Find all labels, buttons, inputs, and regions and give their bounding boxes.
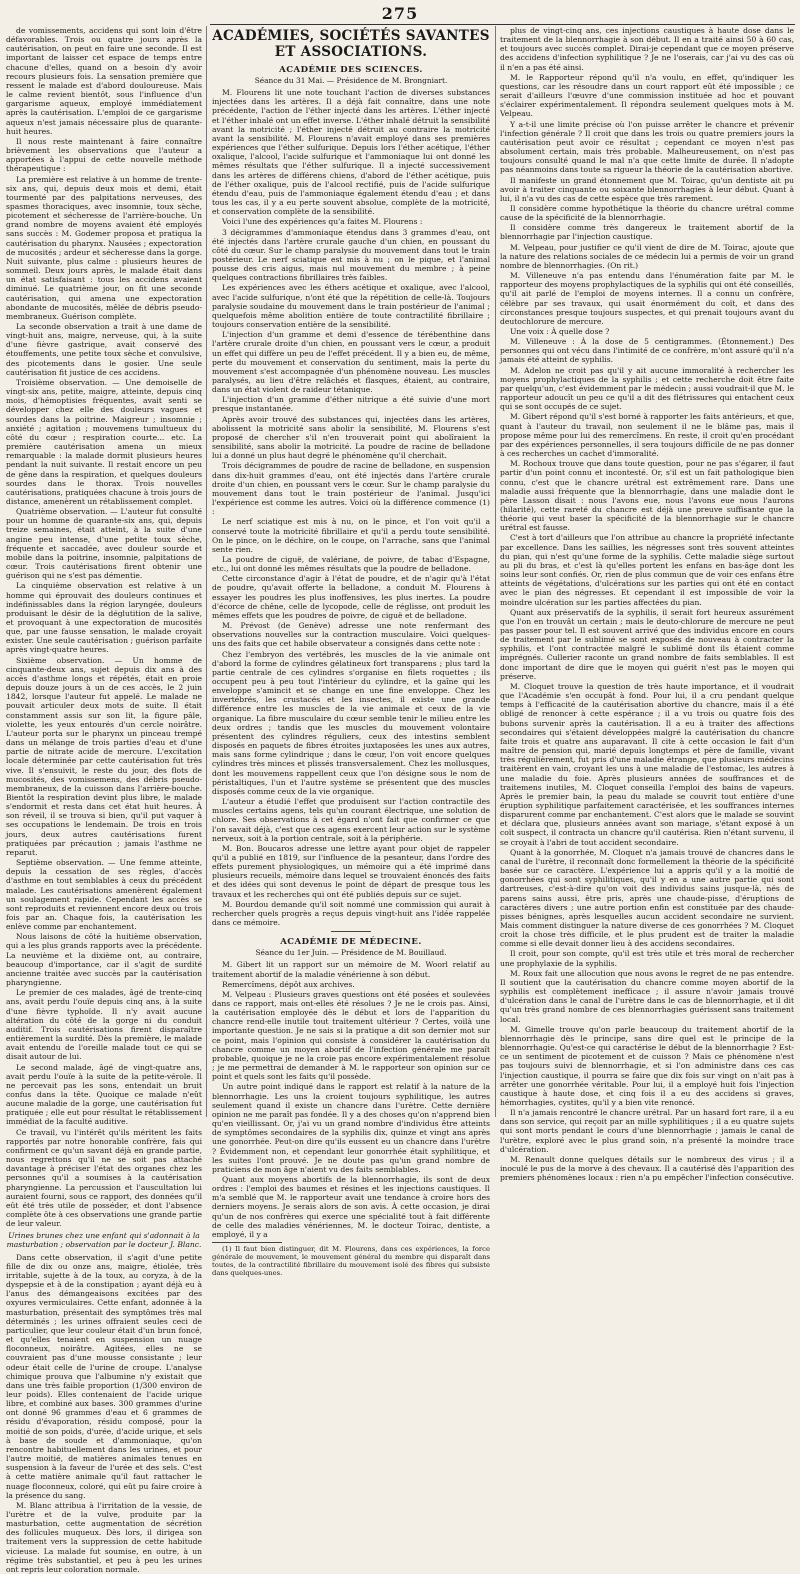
paragraph: La poudre de ciguë, de valériane, de poivre, de tabac d'Espagne, etc., lui ont donné les mêmes résultats que la poudre de belladone. [212,554,490,574]
paragraph: Troisième observation. — Une demoiselle de vingt-six ans, petite, maigre, atteinte, depuis cinq mois, d'hémoptisies fréquentes, avait senti se développer chez elle des douleurs vagues et sourdes dans la poitrine. Maigreur ; insomnie ; anxiété ; agitation ; mouvemens tumultueux du côté du cœur ; respiration courte... etc. La première cautérisation amena un mieux remarquable : la malade dormit plusieurs heures pendant la nuit suivante. Il restait encore un peu de gêne dans la respiration, et quelques douleurs sourdes dans le thorax. Trois nouvelles cautérisations, pratiquées chacune à trois jours de distance, amenèrent un rétablissement complet. [6,377,202,506]
paragraph: La cinquième observation est relative à un homme qui éprouvait des douleurs continues et indéfinissables dans la région laryngée, douleurs produisant le désir de la déglutition de la salive, et provoquant à une expectoration de mucosités que, par une fausse sensation, le malade croyait exister. Une seule cautérisation ; guérison parfaite après vingt-quatre heures. [6,581,202,655]
paragraph: Chez l'embryon des vertébrés, les muscles de la vie animale ont d'abord la forme de cylindres gélatineux fort transparens ; plus tard la partie centrale de ces cylindres s'organise en filets roquettes ; ils occupent peu à peu tout l'intérieur du cylindre, et la gaîne qui les enveloppe s'amincit et se change en une fine enveloppe. Chez les invertébrés, les crustacés et les insectes, il existe une grande différence entre les muscles de la vie animale et ceux de la vie organique. La fibre musculaire du cœur semble tenir le milieu entre les deux ordres ; tandis que les muscles du mouvement volontaire présentent des cylindres réguliers, ceux des intestins semblent disposés en paquets de fibres étroites juxtaposées les unes aux autres, mais sans forme cylindrique ; dans le cœur, l'on voit encore quelques cylindres très minces et plissés transversalement. Chez les mollusques, dont les mouvemens rappellent ceux que l'on désigne sous le nom de péristaltiques, l'un et l'autre système se présentent que des muscles disposés comme ceux de la vie organique. [212,649,490,796]
paragraph: Les expériences avec les éthers acétique et oxalique, avec l'alcool, avec l'acide sulfurique, n'ont été que la répétition de celle-là. Toujours paralysie soudaine du mouvement dans le train postérieur de l'animal ; quelquefois même abolition entière de toute contractilité fibrillaire ; toujours conservation entière de la sensibilité. [212,283,490,330]
paragraph: Quatrième observation. — L'auteur fut consulté pour un homme de quarante-six ans, qui, depuis treize semaines, était atteint, à la suite d'une angine peu intense, d'une petite toux sèche, fréquente et saccadée, avec douleur sourde et mobile dans la poitrine, insomnie, palpitations de cœur. Trois cautérisations firent obtenir une guérison qui ne s'est pas démentie. [6,507,202,581]
academie-medecine-heading: ACADÉMIE DE MÉDECINE. [280,937,422,948]
paragraph: M. Gimelle trouve qu'on parle beaucoup du traitement abortif de la blennorrhagie dès le principe, sans dire quel est le principe de la blennorrhagie. Qu'est-ce qui caractérise le début de la blennorrhagie ? Est-ce un sentiment de picotement et de cuisson ? Mais ce phénomène n'est pas toujours suivi de blennorrhagie, et si l'on administre dans ces cas l'injection caustique, il pourra se faire que dix fois sur vingt on n'ait pas à arrêter une gonorrhée véritable. Pour lui, il a employé huit fois l'injection caustique à haute dose, et cinq fois il a eu des accidens si graves, hémorrhagies, cystites, qu'il y a bien vite renoncé. [500,1024,794,1107]
paragraph: Cette circonstance d'agir à l'état de poudre, et de n'agir qu'à l'état de poudre, qu'avait offerte la belladone, a conduit M. Flourens à essayer les poudres les plus inoffensives, les plus inertes. La poudre d'écorce de chêne, celle de lycopode, celle de réglisse, ont produit les mêmes effets que les poudres de poivre, de ciguë et de belladone. [212,574,490,620]
paragraph: M. Villeneuve : À la dose de 5 centigrammes. (Étonnement.) Des personnes qui ont vécu dans l'intimité de ce confrère, m'ont assuré qu'il n'a jamais été atteint de syphilis. [500,337,794,365]
paragraph: C'est à tort d'ailleurs que l'on attribue au chancre la propriété infectante par excellence. Dans les saillies, les négresses sont très souvent atteintes du pian, qui n'est qu'une forme de la syphilis. Cette maladie siège surtout au pli du bras, et c'est là qu'elles portent les enfans en bas-âge dont les soins leur sont confiés. Or, rien de plus commun que de voir ces enfans être atteints de végétations, d'ulcérations sur les parties qui ont été en contact avec le pian des négresses. Et cependant il est impossible de voir la moindre ulcération sur les parties affectées du pian. [500,533,794,607]
header-rule [210,24,795,25]
paragraph: M. Prévost (de Genève) adresse une note renfermant des observations nouvelles sur la contraction musculaire. Voici quelques-uns des faits que cet habile observateur a consignés dans cette note : [212,621,490,649]
paragraph: M. Velpeau : Plusieurs graves questions ont été posées et soulevées dans ce rapport, mais ont-elles été résolues ? Je ne le crois pas. Ainsi, la cautérisation employée dès le début et lors de l'apparition du chancre rend-elle inutile tout traitement ultérieur ? Certes, voilà une importante question. Je ne sais si la pratique a dit son dernier mot sur ce point, mais l'opinion qui consiste à considérer la cautérisation du chancre comme un moyen abortif de l'infection générale me paraît probable, quoique je ne la croie pas encore expérimentalement résolue ; je me permettrai de demander à M. le rapporteur son opinion sur ce point et quels sont les faits qu'il possède. [212,989,490,1082]
paragraph: Voici l'une des expériences qu'a faites M. Flourens : [222,217,423,227]
paragraph: Il manifeste un grand étonnement que M. Toirac, qu'un dentiste ait pu avoir à traiter cinquante ou soixante blennorrhagies à leur début. Quant à lui, il n'a vu des cas de cette espèce que très rarement. [500,175,794,203]
sciences-report [212,88,490,927]
paragraph: Le second malade, âgé de vingt-quatre ans, avait perdu l'ouïe à la suite de la petite-vérole. Il ne percevait pas les sons, entendait un bruit confus dans la tête. Quoique ce malade n'eût aucune maladie de la gorge, une cautérisation fut pratiquée ; elle eut pour résultat le rétablissement immédiat de la faculté auditive. [6,1062,202,1127]
paragraph: Y a-t-il une limite précise où l'on puisse arrêter le chancre et prévenir l'infection générale ? Il croit que dans les trois ou quatre premiers jours la cautérisation peut avoir ce résultat ; cependant ce moyen n'est pas absolument certain, mais très probable. Malheureusement, on n'est pas toujours consulté quand le mal n'a que cette limite de durée. Il n'adopte pas néanmoins dans toute sa rigueur la théorie de la cautérisation abortive. [500,119,794,175]
paragraph: M. Flourens lit une note touchant l'action de diverses substances injectées dans les artères. Il a déjà fait connaître, dans une note précédente, l'action de l'éther injecté dans les artères. L'éther injecté et l'éther inhalé ont un effet inverse. L'éther inhalé détruit la sensibilité avant la motricité ; l'éther injecté détruit au contraire la motricité avant la sensibilité. M. Flourens n'avait employé dans ses premières expériences que l'éther sulfurique. Depuis lors l'éther acétique, l'éther oxalique, l'alcool, l'acide sulfurique et l'ammoniaque lui ont donné les mêmes résultats que l'éther sulfurique. Il a injecté successivement dans les artères de différens chiens, d'abord de l'éther acétique, puis de l'éther oxalique, puis de l'alcool rectifié, puis de l'acide sulfurique étendu d'eau, puis de l'ammoniaque également étendu d'eau ; et dans tous les cas, il y a eu perte souvent absolue, complète de la motricité, et conservation complète de la sensibilité. [212,88,490,217]
medecine-report [212,960,490,1239]
page-number: 275 [381,4,419,23]
paragraph: M. Roux fait une allocution que nous avons le regret de ne pas entendre. Il soutient que la cautérisation du chancre comme moyen abortif de la syphilis est complètement inefficace ; il assure n'avoir jamais trouvé d'ulcération dans le canal de l'urètre dans le cas de blennorrhagie, et il dit qu'un très grand nombre de ces blennorrhagies guérissent sans traitement local. [500,968,794,1024]
paragraph: Il considère comme très dangereux le traitement abortif de la blennorrhagie par l'injection caustique. [500,223,794,242]
column-divider [206,26,207,1117]
paragraph: M. Blanc attribua à l'irritation de la vessie, de l'urètre et de la vulve, produite par la masturbation, cette augmentation de sécrétion des follicules muqueux. Dès lors, il dirigea son traitement vers la suppression de cette habitude vicieuse. La malade fut soumise, en outre, à un régime très substantiel, et peu à peu les urines ont repris leur coloration normale. [6,1500,202,1574]
column-divider [495,26,496,1117]
paragraph: Trois décigrammes de poudre de racine de belladone, en suspension dans dix-huit grammes d'eau, ont été injectés dans l'artère crurale droite d'un chien, en poussant vers le cœur. Sur le champ paralysie du mouvement dans tout le train postérieur de l'animal. Jusqu'ici l'expérience est comme les autres. Voici où la différence commence (1) : [212,461,490,517]
paragraph: Quant aux préservatifs de la syphilis, il serait fort heureux assurément que l'on en trouvât un certain ; mais le deuto-chlorure de mercure ne peut pas passer pour tel. Il est souvent arrivé que des individus encore en cours de traitement par le sublimé se sont exposés de nouveau à contracter la syphilis, et l'ont contractée malgré le sublimé dont ils étaient comme imprégnés. Cullerier raconte un grand nombre de faits semblables. Il est donc important de dire que le moyen qui guérit n'est pas le moyen qui préserve. [500,607,794,681]
main-heading: ACADÉMIES, SOCIÉTÉS SAVANTES ET ASSOCIATIONS. [212,28,490,60]
paragraph: Après avoir trouvé des substances qui, injectées dans les artères, abolissent la motricité sans abolir la sensibilité, M. Flourens s'est proposé de chercher s'il n'en trouverait point qui abolîraient la sensibilité, sans abolir la motricité. La poudre de racine de belladone lui a donné un plus haut degré le phénomène qu'il cherchait. [212,414,490,461]
paragraph: Urines brunes chez une enfant qui s'adonnait à la masturbation ; observation par le docteur J. Blanc. [6,1231,202,1250]
paragraph: La première est relative à un homme de trente-six ans, qui, depuis deux mois et demi, était tourmenté par des palpitations nerveuses, des spasmes thoraciques, avec insomnie, toux sèche, picotement et sécheresse de l'arrière-bouche. Un grand nombre de moyens avaient été employés sans succès : M. Godemer proposa et pratiqua la cautérisation du pharynx. Nausées ; expectoration de mucosités ; ardeur et sécheresse dans la gorge. Nuit suivante, plus calme : plusieurs heures de sommeil. Deux jours après, le malade était dans un état satisfaisant : tous les accidens avaient diminué. Le quatrième jour, on fit une seconde cautérisation, qui amena une expectoration abondante de mucosités, mêlée de débris pseudo-membraneux. Guérison complète. [6,174,202,321]
column-right [500,26,794,1183]
paragraph: M. le Rapporteur répond qu'il n'a voulu, en effet, qu'indiquer les questions, car les résoudre dans un court rapport eût été impossible ; ce serait d'ailleurs l'œuvre d'une commission instituée ad hoc et pouvant s'éclairer expérimentalement. Il répondra seulement quelques mots à M. Velpeau. [500,72,794,119]
paragraph: M. Bon. Boucaros adresse une lettre ayant pour objet de rappeler qu'il a publié en 1819, sur l'influence de la pesanteur, dans l'ordre des effets purement physiologiques, un mémoire qui a été imprimé dans plusieurs recueils, mémoire dans lequel se trouvaient énoncés des faits et des idées qui sont devenus le point de départ de presque tous les travaux et les recherches qui ont été publiés depuis sur ce sujet. [212,843,490,899]
column-left [6,26,202,1574]
paragraph: Quant à la gonorrhée, M. Cloquet n'a jamais trouvé de chancres dans le canal de l'urètre, il reconnaît donc formellement la théorie de la spécificité basée sur ce caractère. L'expérience lui a appris qu'il y a la moitié de gonorrhées qui sont syphilitiques, qu'il y en a une autre partie qui sont dartreuses, c'est-à-dire qu'on voit des individus sains jusque-là, nés de parens sains aussi, être pris, après une chaude-pisse, d'éruptions de caractères divers ; une autre portion enfin est constituée par des chaude-pisses bénignes, après lesquelles aucun accident secondaire ne survient. Mais comment distinguer la nature diverse de ces gonorrhées ? M. Cloquet croit la chose très difficile, et le plus prudent est de traiter la maladie comme si elle devait donner lieu à des accidens secondaires. [500,847,794,949]
paragraph: Il considère comme hypothétique la théorie du chancre urétral comme cause de la spécificité de la blennorrhagie. [500,203,794,223]
paragraph: M. Velpeau, pour justifier ce qu'il vient de dire de M. Toirac, ajoute que la nature des relations sociales de ce médecin lui a permis de voir un grand nombre de blennorrhagies. (On rit.) [500,242,794,270]
paragraph: 3 décigrammes d'ammoniaque étendus dans 3 grammes d'eau, ont été injectés dans l'artère crurale gauche d'un chien, en poussant du côté du cœur. Sur le champ paralysie du mouvement dans tout le train postérieur. Le nerf sciatique est mis à nu ; on le pique, et l'animal pousse des cris aigus, mais nul mouvement du membre ; à peine quelques contractions fibrillaires très faibles. [212,227,490,283]
paragraph: M. Rochoux trouve que dans toute question, pour ne pas s'égarer, il faut partir d'un point connu et incontesté. Or, s'il est un fait pathologique bien connu, c'est que le chancre urétral est extrêmement rare. Dans une maladie aussi fréquente que la blennorrhagie, dans une maladie dont le père Lasson disait : nous l'avons eue, nous l'avons eue nous l'aurons (hilarité), cette rareté du chancre est déjà une preuve suffisante que la théorie qui veut baser la spécificité de la blennorrhagie sur le chancre urétral est fausse. [500,459,794,533]
paragraph: M. Gibert répond qu'il s'est borné à rapporter les faits antérieurs, et que, quant à l'auteur du travail, non seulement il ne le blâme pas, mais il propose même pour lui des remercîmens. En reste, il croit qu'en procédant par des expériences personnelles, il sera toujours difficile de ne pas donner à ces recherches un cachet d'immoralité. [500,412,794,459]
paragraph: Il croit, pour son compte, qu'il est très utile et très moral de rechercher une prophylaxie de la syphilis. [500,949,794,968]
paragraph: Dans cette observation, il s'agit d'une petite fille de dix ou onze ans, maigre, étiolée, très irritable, sujette à de la toux, au coryza, à de la dyspepsie et à de la constipation ; ayant déjà eu à l'anus des démangeaisons excitées par des oxyures vermiculaires. Cette enfant, adonnée à la masturbation, présentait des symptômes très mal déterminés ; les urines offraient seules ceci de particulier, que leur couleur était d'un brun foncé, et qu'elles tenaient en suspension un nuage floconneux, noirâtre. Agitées, elles ne se couvraient pas d'une mousse consistante ; leur odeur était celle de l'urine de croupe. L'analyse chimique prouva que l'albumine n'y existait que dans une très faible proportion (1/300 environ de leur poids). Elles contenaient de l'acide urique libre, et combiné aux bases. 300 grammes d'urine ont donné 96 grammes d'eau et 6 grammes de résidu d'évaporation, résidu composé, pour la moitié de son poids, d'urée, d'acide urique, et sels à base de soude et d'ammoniaque, qu'on rencontre habituellement dans les urines, et pour l'autre moitié, de matières animales tenues en suspension à la faveur de l'urée et des sels. C'est à cette matière animale qu'il faut rattacher le nuage floconneux, coloré, qui eût pu faire croire à la présence du sang. [6,1252,202,1500]
paragraph: M. Cloquet trouve la question de très haute importance, et il voudrait que l'Académie s'en occupât à fond. Pour lui, il a cru pendant quelque temps à l'efficacité de la cautérisation abortive du chancre, mais il a été obligé de renoncer à cette espérance ; il a vu trois ou quatre fois des bubons survenir après la cautérisation. Il a eu à traiter des affections secondaires qui s'étaient développées malgré la cautérisation du chancre faite trois et quatre ans auparavant. Il cite à cette occasion le fait d'un maître de pension qui, marié depuis longtemps et père de famille, vivant très régulièrement, fut pris d'une maladie étrange, que plusieurs médecins traitèrent en vain, croyant les uns à une maladie de l'estomac, les autres à une maladie du foie. Après plusieurs années de souffrances et de traitemens inutiles, M. Cloquet conseilla l'emploi des bains de vapeurs. Après le premier bain, la peau du malade se couvrit tout entière d'une éruption syphilitique parfaitement caractérisée, et les souffrances internes disparurent comme par enchantement. C'est alors que le malade se souvint et déclara que, plusieurs années avant son mariage, s'étant exposé à un coït suspect, il contracta un chancre qu'il cautérisa. Rien n'étant survenu, il se croyait à l'abri de tout accident secondaire. [500,681,794,847]
paragraph: Le nerf sciatique est mis à nu, on le pince, et l'on voit qu'il a conservé toute la motricité fibrillaire et qu'il a perdu toute sensibilité. On le pince, on le déchire, on le coupe, on l'arrache, sans que l'animal sente rien. [212,517,490,554]
session-line-1: Séance du 31 Mai. — Présidence de M. Brongniart. [254,76,448,85]
section-divider [331,931,371,932]
paragraph: M. Bourdou demande qu'il soit nommé une commission qui aurait à rechercher quels progrès a reçus depuis vingt-huit ans l'idée rappelée dans ce mémoire. [212,899,490,928]
paragraph: Nous laisons de côté la huitième observation, qui a les plus grands rapports avec la précédente. La neuvième et la dixième ont, au contraire, beaucoup d'importance, car il s'agit de surdité ancienne traitée avec succès par la cautérisation pharyngienne. [6,932,202,988]
paragraph: Sixième observation. — Un homme de cinquante-deux ans, sujet depuis dix ans à des accès d'asthme longs et répétés, était en proie depuis douze jours à un de ces accès, le 2 juin 1842, lorsque l'auteur fut appelé. Le malade ne pouvait articuler deux mots de suite. Il était constamment assis sur son lit, la figure pâle, violette, les yeux entourés d'un cercle noirâtre. L'auteur porta sur le pharynx un pinceau trempé dans un mélange de trois parties d'eau et d'une partie de nitrate acide de mercure. L'excitation locale déterminée par cette cautérisation fut très vive. Il s'ensuivit, le reste du jour, des flots de mucosités, des vomissemens, des débris pseudo-membraneux, de la cuisson dans l'arrière-bouche. Bientôt la respiration devint plus libre, le malade s'endormit et resta dans cet état huit heures. À son réveil, il se trouva si bien, qu'il put vaquer à ses occupations le lendemain. De trois en trois jours, deux autres cautérisations furent pratiquées par précaution ; jamais l'asthme ne reparut. [6,655,202,857]
paragraph: Le premier de ces malades, âgé de trente-cinq ans, avait perdu l'ouïe depuis cinq ans, à la suite d'une fièvre typhoïde. Il n'y avait aucune altération du côté de la gorge ni du conduit auditif. Trois cautérisations firent disparaître entièrement la surdité. Dès la première, le malade avait entendu de l'oreille malade tout ce qui se disait autour de lui. [6,988,202,1062]
paragraph: M. Villeneuve n'a pas entendu dans l'énumération faite par M. le rapporteur des moyens prophylactiques de la syphilis qui ont été conseillés, qu'il ait parlé de l'emploi de moyens internes. Il a connu un confrère, célèbre par ses travaux, qui usait énormément du coït, et dans des circonstances presque toujours suspectes, et qui prenait toujours avant du deutochlorure de mercure. [500,271,794,326]
paragraph: Septième observation. — Une femme atteinte, depuis la cessation de ses règles, d'accès d'asthme en tout semblables à ceux du précédent malade. Les cautérisations amenèrent également un soulagement rapide. Cependant les accès se sont reproduits et reviennent encore deux ou trois fois par an. Chaque fois, la cautérisation les enlève comme par enchantement. [6,858,202,932]
paragraph: Une voix : À quelle dose ? [510,327,610,336]
paragraph: La seconde observation a trait à une dame de vingt-huit ans, maigre, nerveuse, qui, à la suite d'une fièvre gastrique, avait conservé des étouffements, une petite toux sèche et convulsive, des picotements dans le gosier. Une seule cautérisation fit justice de ces accidens. [6,322,202,377]
paragraph: M. Gibert lit un rapport sur un mémoire de M. Woorl relatif au traitement abortif de la maladie vénérienne à son début. [212,960,490,979]
paragraph: L'injection d'un gramme d'éther nitrique a été suivie d'une mort presque instantanée. [212,395,490,414]
footnote: (1) Il faut bien distinguer, dit M. Flourens, dans ces expériences, la force générale de mouvement, le mouvement général du membre qui disparaît dans toutes, de la contractilité fibrillaire du mouvement isolé des fibres qui subsiste dans quelques-unes. [212,1245,490,1278]
paragraph: plus de vingt-cinq ans, ces injections caustiques à haute dose dans le traitement de la blennorrhagie à son début. Il en a traité ainsi 50 à 60 cas, et toujours avec succès complet. Dirai-je cependant que ce moyen préserve des accidens d'infection syphilitique ? Je ne l'oserais, car j'ai vu des cas où il n'en a pas été ainsi. [500,26,794,72]
column-middle [212,26,490,1278]
session-line-2: Séance du 1er Juin. — Présidence de M. Bouillaud. [255,948,447,958]
academie-sciences-heading: ACADÉMIE DES SCIENCES. [279,65,423,75]
paragraph: L'auteur a étudié l'effet que produisent sur l'action contractile des muscles certains agens, tels qu'un courant électrique, une solution de chlore. Ses observations à cet égard n'ont fait que confirmer ce que l'on savait déjà, c'est que ces agens exercent leur action sur le système nerveux, soit à la portion centrale, soit à la périphérie. [212,797,490,843]
paragraph: Un autre point indiqué dans le rapport est relatif à la nature de la blennorrhagie. Les uns la croient toujours syphilitique, les autres seulement quand il existe un chancre dans l'urètre. Cette dernière opinion ne me paraît pas fondée. Il y a des choses qu'on n'apprend bien qu'en vieillissant. Or, j'ai vu un grand nombre d'individus être atteints de symptômes secondaires de la syphilis dix, quinze et vingt ans après une gonorrhée. Peut-on dire qu'ils eussent eu un chancre dans l'urètre ? Évidemment non, et cependant leur gonorrhée était syphilitique, et les suites l'ont prouvé. Je ne doute pas qu'un grand nombre de praticiens de mon âge n'aient vu des faits semblables. [212,1082,490,1174]
footnote-rule [212,1242,282,1243]
paragraph: L'injection d'un gramme et demi d'essence de térébenthine dans l'artère crurale droite d'un chien, en poussant vers le cœur, a produit un effet qui diffère un peu de l'effet précédent. Il y a bien eu, de même, perte du mouvement et conservation du sentiment, mais la perte du mouvement s'est accompagnée d'un phénomène nouveau. Les muscles paralysés, au lieu d'être relâchés et flasques, étaient, au contraire, dans un état violent de raideur tétanique. [212,330,490,395]
paragraph: Remercîmens, dépôt aux archives. [222,979,355,989]
paragraph: Ce travail, vu l'intérêt qu'ils méritent les faits rapportés par notre honorable confrère, fais qui confirment ce qu'un savant déjà en grande partie, nous regrettons qu'il ne se soit pas attaché davantage à préciser l'état des organes chez les personnes qu'il a soumises à la cautérisation pharyngienne. La percussion et l'auscultation lui auraient fourni, sous ce rapport, des données qu'il eût été très utile de posséder, et dont l'absence complète ôte à ces observations une grande partie de leur valeur. [6,1127,202,1229]
paragraph: M. Adelon ne croit pas qu'il y ait aucune immoralité à rechercher les moyens prophylactiques de la syphilis ; et cette recherche doit être faite par quelqu'un, c'est évidemment par le médecin ; aussi voudrait-il que M. le rapporteur adoucît un peu ce qu'il a dit des flétrissures qui entachent ceux qui se sont occupés de ce sujet. [500,365,794,412]
paragraph: Quant aux moyens abortifs de la blennorrhagie, ils sont de deux ordres : l'emploi des baumes et résines et les injections caustiques. Il m'a semblé que M. le rapporteur avait une tendance à croire hors des derniers moyens. Je serais alors de son avis. À cette occasion, je dirai qu'un de nos confrères qui exerce une spécialité tout à fait différente de celle des maladies vénériennes, M. le docteur Toirac, dentiste, a employé, il y a [212,1174,490,1239]
paragraph: Il nous reste maintenant à faire connaître brièvement les observations que l'auteur a apportées à l'appui de cette nouvelle méthode thérapeutique : [6,136,202,174]
paragraph: M. Renault donne quelques détails sur le nombreux des virus ; il a inoculé le pus de la morve à des chevaux. Il a cautérisé dès l'apparition des premiers phénomènes locaux : rien n'a pu empêcher l'infection consécutive. [500,1154,794,1183]
paragraph: Il n'a jamais rencontré le chancre urétral. Par un hasard fort rare, il a eu dans son service, qui reçoit par an mille syphilitiques ; il a eu quatre sujets qui sont morts pendant le cours d'une blennorrhagie ; jamais le canal de l'urètre, exploré avec le plus grand soin, n'a présenté la moindre trace d'ulcération. [500,1108,794,1154]
paragraph: de vomissements, accidens qui sont loin d'être défavorables. Trois ou quatre jours après la cautérisation, on peut en faire une seconde. Il est important de laisser cet espace de temps entre chacune d'elles, quand on a besoin d'y avoir recours plusieurs fois. La sensation première que ressent le malade est d'abord douloureuse. Mais le calme revient bientôt, sous l'influence d'un gargarisme aqueux, employé immédiatement après la cautérisation. L'emploi de ce gargarisme aqueux n'est jamais nécessaire plus de quarante-huit heures. [6,26,202,136]
